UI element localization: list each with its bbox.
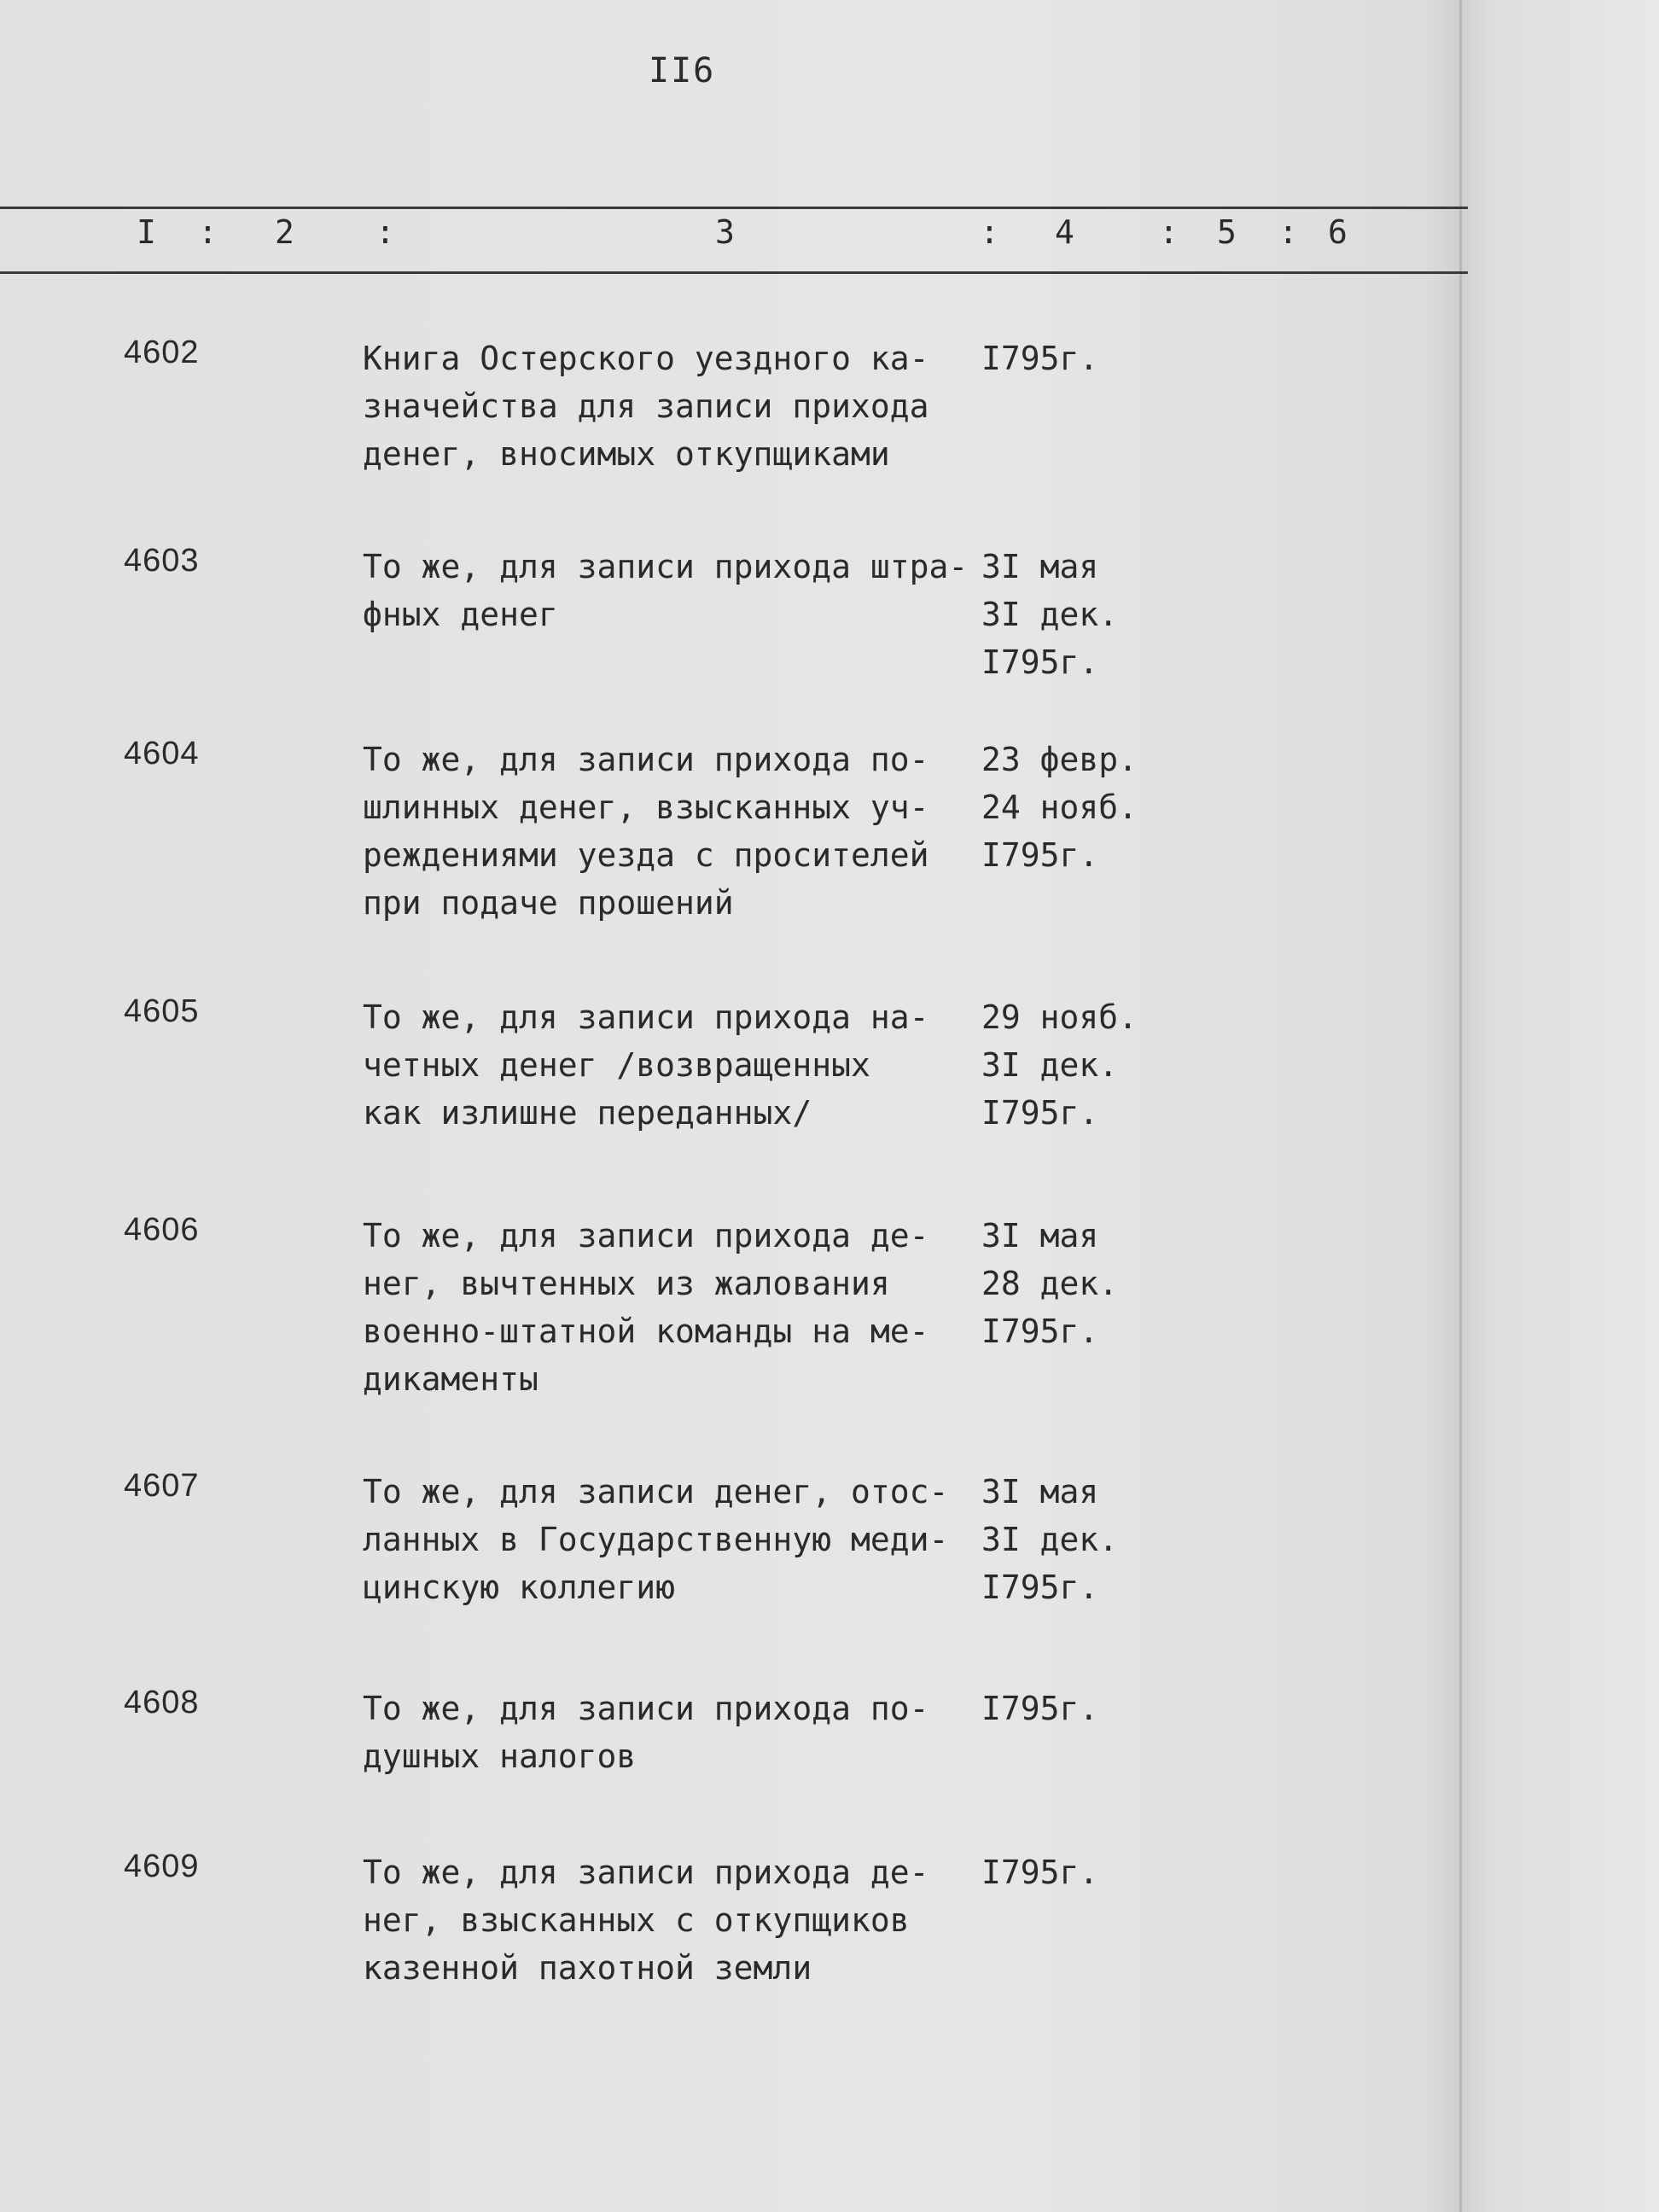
entry-description: То же, для записи прихода штра- фных денег [363,548,969,633]
entry-dates: 3I мая 28 дек. I795г. [981,1217,1119,1350]
header-bottom-rule [0,271,1468,274]
page-edge-shadow [1459,0,1462,2212]
column-header-2: 2 [275,213,294,251]
entry-number: 4607 [124,1468,200,1504]
header-top-rule [0,207,1468,209]
column-header-3: 3 [715,213,735,251]
entry-description: То же, для записи прихода де- нег, вычтенных из жалования военно-штатной команды на ме- дикаменты [363,1217,929,1398]
entry-description: То же, для записи прихода по- душных налогов [363,1690,929,1775]
entry-dates: I795г. [981,1854,1099,1891]
entry-dates: 23 февр. 24 нояб. I795г. [981,741,1138,874]
entry-number: 4609 [124,1848,200,1884]
column-header-1: I [137,213,156,251]
entry-dates: 3I мая 3I дек. I795г. [981,548,1119,681]
entry-description: То же, для записи прихода на- четных денег /возвращенных как излишне переданных/ [363,998,929,1132]
entry-description: То же, для записи денег, отос- ланных в Государственную меди- цинскую коллегию [363,1473,949,1606]
column-separator: : [1278,213,1298,251]
entry-dates: 3I мая 3I дек. I795г. [981,1473,1119,1606]
entry-number: 4606 [124,1212,200,1248]
column-separator: : [980,213,999,251]
column-header-6: 6 [1328,213,1348,251]
entry-description: То же, для записи прихода де- нег, взысканных с откупщиков казенной пахотной земли [363,1854,929,1987]
entry-dates: I795г. [981,1690,1099,1727]
entry-dates: I795г. [981,340,1099,377]
entry-description: То же, для записи прихода по- шлинных денег, взысканных уч- реждениями уезда с просителей при подаче прошений [363,741,929,922]
entry-number: 4608 [124,1685,200,1720]
column-header-5: 5 [1217,213,1237,251]
entry-number: 4605 [124,993,200,1029]
column-separator: : [1159,213,1179,251]
entry-number: 4602 [124,335,200,370]
column-separator: : [375,213,395,251]
entry-description: Книга Остерского уездного ка- значейства для записи прихода денег, вносимых откупщиками [363,340,929,473]
entry-dates: 29 нояб. 3I дек. I795г. [981,998,1138,1132]
page-number: II6 [649,51,716,90]
column-header-4: 4 [1055,213,1074,251]
entry-number: 4603 [124,543,200,579]
entry-number: 4604 [124,736,200,771]
column-separator: : [198,213,218,251]
